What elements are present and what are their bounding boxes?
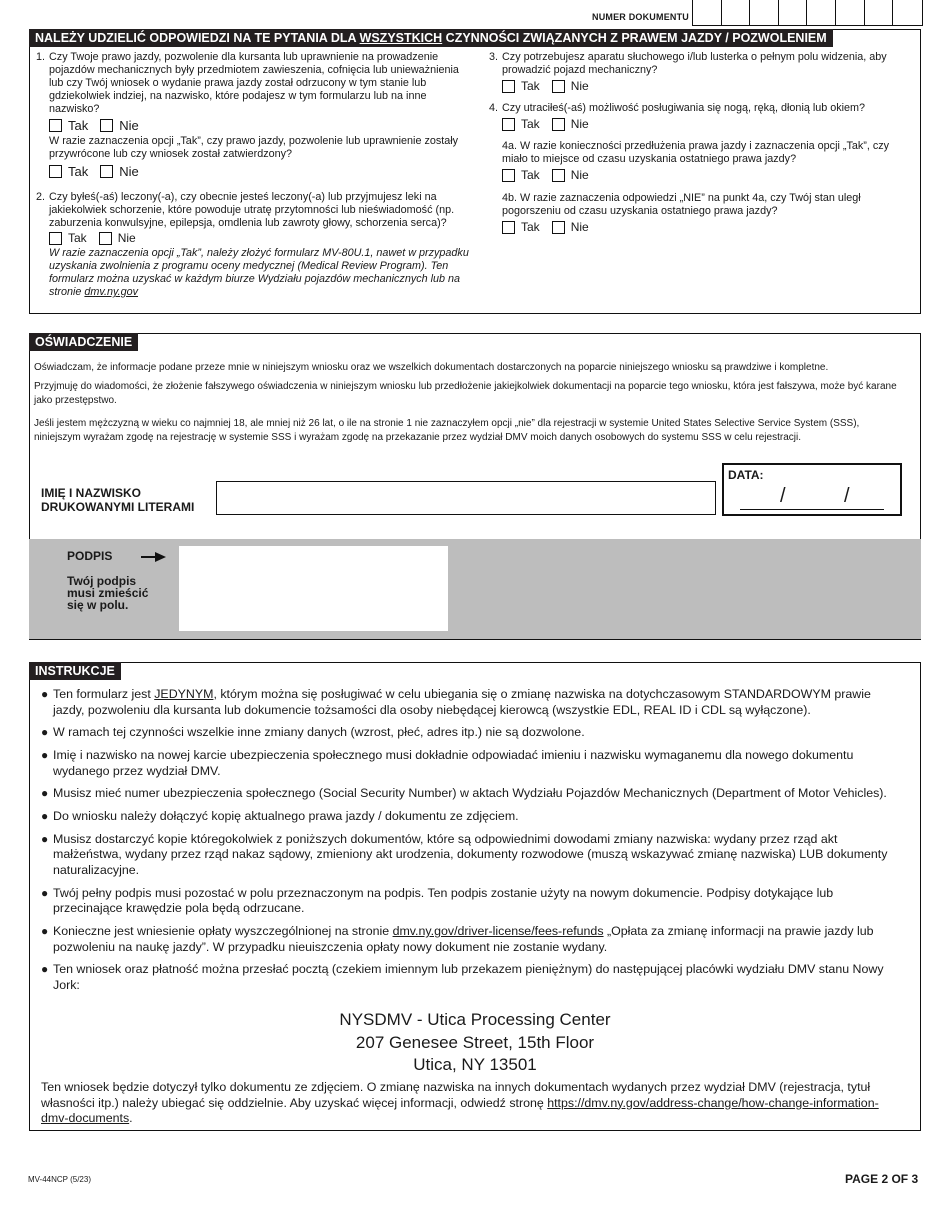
- fees-refunds-link[interactable]: dmv.ny.gov/driver-license/fees-refunds: [392, 924, 604, 939]
- declaration-paragraph-1: Oświadczam, że informacje podane przeze mnie w niniejszym wniosku oraz we wszelkich dokumentach dostarczonych na poparcie niniejszego wniosku są prawdziwe i kompletne.: [34, 362, 829, 373]
- question-2-no-checkbox[interactable]: [99, 232, 112, 245]
- question-4-no-checkbox[interactable]: [552, 118, 565, 131]
- declaration-header: OŚWIADCZENIE: [29, 333, 138, 351]
- instruction-item: ● Imię i nazwisko na nowej karcie ubezpieczenia społecznego musi dokładnie odpowiadać imieniu i nazwisku wymaganemu dla nowego dokumentu wydanego przez wydział DMV.: [41, 748, 854, 778]
- declaration-paragraph-2: Przyjmuję do wiadomości, że złożenie fałszywego oświadczenia w niniejszym wniosku lub przedłożenie jakiejkolwiek dokumentacji na poparcie tego wniosku, która jest fałszywa, może być karane jako przestępstwo.: [34, 381, 897, 406]
- printed-name-label: IMIĘ I NAZWISKO DRUKOWANYMI LITERAMI: [41, 486, 195, 514]
- signature-area: [29, 539, 921, 639]
- question-2-yes-checkbox[interactable]: [49, 232, 62, 245]
- question-3-no-checkbox[interactable]: [552, 80, 565, 93]
- questions-section-header: NALEŻY UDZIELIĆ ODPOWIEDZI NA TE PYTANIA DLA WSZYSTKICH CZYNNOŚCI ZWIĄZANYCH Z PRAWEM JAZDY / POZWOLENIEM: [29, 29, 833, 47]
- document-number-field[interactable]: [692, 0, 923, 26]
- arrow-right-icon: [141, 549, 167, 565]
- question-4b-text: 4b. W razie zaznaczenia odpowiedzi „NIE” na punkt 4a, czy Twój stan uległ pogorszeniu od czasu uzyskania ostatniego prawa jazdy?: [502, 192, 861, 217]
- instruction-item: ● Konieczne jest wniesienie opłaty wyszczególnionej na stronie dmv.ny.gov/driver-license/fees-refunds „Opłata za zmianę informacji na prawie jazdy lub pozwoleniu na naukę jazdy”. W przypadku nieuiszczenia opłaty nowy dokument nie zostanie wydany.: [41, 924, 874, 954]
- question-1: 1. Czy Twoje prawo jazdy, pozwolenie dla kursanta lub uprawnienie na prowadzenie pojazdów mechanicznych były przedmiotem zawieszenia, cofnięcia lub unieważnienia lub czy Twój wniosek o wydanie prawa jazdy został odrzucony w tym stanie lub gdziekolwiek indziej, na nazwisko, które podajesz w tym formularzu lub na inne nazwisko? Tak Nie W razie zaznaczenia opcji „Tak”, czy prawo jazdy, pozwolenie lub uprawnienie zostały przywrócone lub czy wniosek został zatwierdzony? Tak Nie: [36, 51, 466, 180]
- question-3-answers: Tak Nie: [502, 80, 909, 93]
- date-label: DATA:: [728, 468, 764, 482]
- question-4b-answers: Tak Nie: [502, 221, 909, 234]
- document-number-digit[interactable]: [865, 0, 894, 25]
- question-1-text: Czy Twoje prawo jazdy, pozwolenie dla kursanta lub uprawnienie na prowadzenie pojazdów mechanicznych były przedmiotem zawieszenia, cofnięcia lub unieważnienia lub czy Twój wniosek o wydanie prawa jazdy został odrzucony w tym stanie lub gdziekolwiek indziej, na nazwisko, które podajesz w tym formularzu lub na inne nazwisko?: [49, 51, 459, 115]
- question-4a-text: 4a. W razie konieczności przedłużenia prawa jazdy i zaznaczenia opcji „Tak”, czy miało to miejsce od czasu uzyskania ostatniego prawa jazdy?: [502, 140, 890, 165]
- instruction-item: ● W ramach tej czynności wszelkie inne zmiany danych (wzrost, płeć, adres itp.) nie są dozwolone.: [41, 725, 585, 740]
- question-4: 4. Czy utraciłeś(-aś) możliwość posługiwania się nogą, ręką, dłonią lub okiem? Tak Nie: [489, 102, 909, 133]
- declaration-paragraph-3: Jeśli jestem mężczyzną w wieku co najmniej 18, ale mniej niż 26 lat, o ile na stronie 1 nie zaznaczyłem opcji „nie” dla rejestracji w systemie United States Selective Service System (SSS), niniejszym wyrażam zgodę na rejestrację w systemie SSS i wyrażam zgodę na przekazanie przez wydział DMV moich danych osobowych do systemu SSS w celu rejestracji.: [34, 418, 860, 443]
- date-separator: /: [844, 485, 850, 507]
- document-number-digit[interactable]: [779, 0, 808, 25]
- question-2-note: W razie zaznaczenia opcji „Tak”, należy złożyć formularz MV-80U.1, nawet w przypadku uzyskania zwolnienia z programu oceny medycznej (Medical Review Program). Ten formularz można uzyskać w każdym biurze Wydziału pojazdów mechanicznych lub na stronie dmv.ny.gov: [49, 247, 469, 298]
- question-4-yes-checkbox[interactable]: [502, 118, 515, 131]
- date-separator: /: [780, 485, 786, 507]
- question-3-yes-checkbox[interactable]: [502, 80, 515, 93]
- document-number-digit[interactable]: [836, 0, 865, 25]
- instruction-item: ● Musisz dostarczyć kopie któregokolwiek z poniższych dokumentów, które są odpowiednimi dowodami zmiany nazwiska: wydany przez rząd akt małżeństwa, wydany przez rząd nakaz sądowy, zmieniony akt urodzenia, dokumenty rozwodowe (muszą wskazywać zmianę nazwiska) LUB dokumenty naturalizacyjne.: [41, 831, 888, 877]
- mailing-address: NYSDMV - Utica Processing Center 207 Genesee Street, 15th Floor Utica, NY 13501: [339, 1010, 611, 1074]
- question-1-yes-checkbox[interactable]: [49, 119, 62, 132]
- document-number-digit[interactable]: [693, 0, 722, 25]
- instruction-item: ● Ten wniosek oraz płatność można przesłać pocztą (czekiem imiennym lub przekazem pieniężnym) do następującej placówki wydziału DMV stanu Nowy Jork:: [41, 962, 884, 992]
- question-1-followup-answers: Tak Nie: [49, 165, 466, 178]
- question-2: 2. Czy byłeś(-aś) leczony(-a), czy obecnie jesteś leczony(-a) lub przyjmujesz leki na jakiekolwiek schorzenie, które powoduje utratę przytomności lub nieświadomość (np. zaburzenia konwulsyjne, epilepsja, omdlenia lub zawroty głowy, schorzenia serca)? Tak Nie W razie zaznaczenia opcji „Tak”, należy złożyć formularz MV-80U.1, nawet w przypadku uzyskania zwolnienia z programu oceny medycznej (Medical Review Program). Ten formularz można uzyskać w każdym biurze Wydziału pojazdów mechanicznych lub na stronie dmv.ny.gov: [36, 191, 476, 299]
- instruction-item: ● Ten formularz jest JEDYNYM, którym można się posługiwać w celu ubiegania się o zmianę nazwiska na dotychczasowym STANDARDOWYM prawie jazdy, pozwoleniu dla kursanta lub dokumencie tożsamości dla osoby niebędącej kierowcą (wszystkie EDL, REAL ID i CDL są wyłączone).: [41, 687, 871, 717]
- instructions-header: INSTRUKCJE: [29, 662, 121, 680]
- question-3-text: Czy potrzebujesz aparatu słuchowego i/lub lusterka o pełnym polu widzenia, aby prowadzić pojazd mechaniczny?: [502, 51, 887, 76]
- document-number-label: NUMER DOKUMENTU: [592, 12, 689, 22]
- dmv-website-link[interactable]: dmv.ny.gov: [84, 286, 139, 298]
- question-1-no-checkbox[interactable]: [100, 119, 113, 132]
- instruction-item: ● Musisz mieć numer ubezpieczenia społecznego (Social Security Number) w aktach Wydziału Pojazdów Mechanicznych (Department of Motor Vehicles).: [41, 786, 887, 801]
- date-field[interactable]: [722, 463, 902, 516]
- printed-name-input[interactable]: [216, 481, 716, 515]
- instruction-item: ● Twój pełny podpis musi pozostać w polu przeznaczonym na podpis. Ten podpis zostanie użyty na nowym dokumencie. Podpisy dotykające lub przecinające krawędzie pola będą odrzucane.: [41, 885, 834, 916]
- question-4a-yes-checkbox[interactable]: [502, 169, 515, 182]
- question-1-answers: Tak Nie: [49, 119, 466, 132]
- question-1-followup-yes-checkbox[interactable]: [49, 165, 62, 178]
- question-4b-yes-checkbox[interactable]: [502, 221, 515, 234]
- signature-note: Twój podpis musi zmieścić się w polu.: [67, 574, 149, 612]
- instructions-final-note: Ten wniosek będzie dotyczył tylko dokumentu ze zdjęciem. O zmianę nazwiska na innych dokumentach wydanych przez wydział DMV (rejestracja, tytuł własności itp.) należy ubiegać się oddzielnie. Aby uzyskać więcej informacji, odwiedź stronę https://dmv.ny.gov/address-change/how-change-information-dmv-documents.: [41, 1080, 879, 1125]
- question-4a: [489, 140, 909, 184]
- date-underline: [740, 509, 884, 510]
- address-change-link[interactable]: https://dmv.ny.gov/address-change/how-change-information-dmv-documents: [41, 1095, 879, 1125]
- signature-label: PODPIS: [67, 549, 113, 563]
- question-2-answers: Tak Nie: [49, 232, 476, 245]
- question-2-text: Czy byłeś(-aś) leczony(-a), czy obecnie jesteś leczony(-a) lub przyjmujesz leki na jakiekolwiek schorzenie, które powoduje utratę przytomności lub nieświadomość (np. zaburzenia konwulsyjne, epilepsja, omdlenia lub zawroty głowy, schorzenia serca)?: [49, 191, 455, 229]
- document-number-digit[interactable]: [893, 0, 922, 25]
- question-4b: [489, 192, 909, 236]
- question-3: 3. Czy potrzebujesz aparatu słuchowego i/lub lusterka o pełnym polu widzenia, aby prowadzić pojazd mechaniczny? Tak Nie: [489, 51, 909, 95]
- instructions-list: [40, 687, 900, 1001]
- page-number: PAGE 2 OF 3: [845, 1172, 919, 1186]
- question-4a-no-checkbox[interactable]: [552, 169, 565, 182]
- question-4b-no-checkbox[interactable]: [552, 221, 565, 234]
- document-number-digit[interactable]: [722, 0, 751, 25]
- document-number-digit[interactable]: [807, 0, 836, 25]
- question-1-followup-no-checkbox[interactable]: [100, 165, 113, 178]
- signature-box[interactable]: [179, 546, 448, 631]
- question-4a-answers: Tak Nie: [502, 169, 909, 182]
- instruction-item: ● Do wniosku należy dołączyć kopię aktualnego prawa jazdy / dokumentu ze zdjęciem.: [41, 809, 519, 824]
- document-number-digit[interactable]: [750, 0, 779, 25]
- question-4-text: Czy utraciłeś(-aś) możliwość posługiwania się nogą, ręką, dłonią lub okiem?: [502, 102, 866, 114]
- question-4-answers: Tak Nie: [502, 118, 909, 131]
- form-id: MV-44NCP (5/23): [28, 1175, 91, 1184]
- question-1-followup: W razie zaznaczenia opcji „Tak”, czy prawo jazdy, pozwolenie lub uprawnienie zostały przywrócone lub czy wniosek został zatwierdzony?: [49, 135, 459, 160]
